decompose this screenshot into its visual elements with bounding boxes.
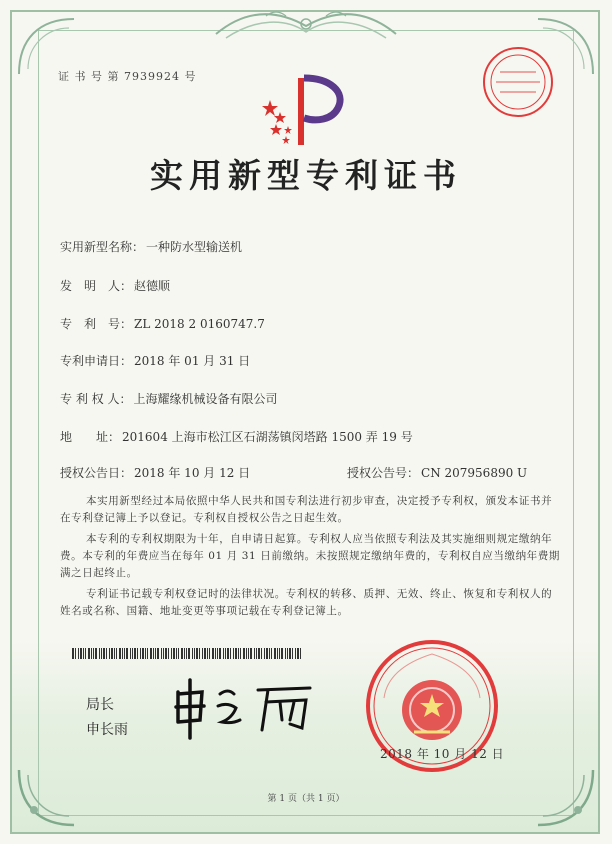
certificate-number-suffix: 号 — [184, 70, 197, 83]
field-label: 专利申请日： — [60, 354, 133, 368]
patent-number — [60, 315, 265, 332]
field-value: 2018 年 01 月 31 日 — [134, 354, 251, 368]
field-label: 授权公告日： — [60, 466, 133, 480]
registration-stamp — [470, 42, 570, 122]
field-value: 上海耀缘机械设备有限公司 — [133, 392, 278, 406]
handwritten-signature — [170, 672, 320, 742]
field-label: 实用新型名称： — [60, 240, 145, 254]
field-value: 赵德顺 — [134, 279, 171, 293]
certificate-number-label: 证 书 号 第 — [58, 70, 120, 83]
inventor — [60, 277, 170, 294]
field-value: ZL 2018 2 0160747.7 — [134, 317, 265, 331]
field-label: 授权公告号： — [347, 466, 420, 480]
grant-date — [60, 464, 250, 481]
field-value: 201604 上海市松江区石湖荡镇闵塔路 1500 弄 19 号 — [122, 430, 413, 444]
certificate-number-value: 7939924 — [124, 70, 180, 83]
top-ornament-icon — [206, 4, 406, 46]
barcode — [72, 648, 304, 659]
director-title: 局长 — [86, 697, 114, 713]
patentee — [60, 390, 277, 407]
filing-date — [60, 352, 250, 369]
field-value: CN 207956890 U — [421, 466, 528, 480]
grant-publication-number — [347, 464, 527, 481]
body-paragraph: 本专利的专利权期限为十年，自申请日起算。专利权人应当依照专利法及其实施细则规定缴纳年费。本专利的年费应当在每年 01 月 31 日前缴纳。未按照规定缴纳年费的，专利权自应当缴纳年费期满之日起终止。 — [60, 533, 560, 579]
field-label: 专 利 权 人： — [60, 392, 132, 406]
director-name: 申长雨 — [86, 722, 128, 738]
page-footer: 第 1 页（共 1 页） — [267, 794, 345, 804]
field-label: 专 利 号： — [60, 317, 133, 331]
address — [60, 428, 413, 445]
field-value: 2018 年 10 月 12 日 — [134, 466, 251, 480]
certificate-number — [58, 68, 197, 84]
body-paragraph: 本实用新型经过本局依照中华人民共和国专利法进行初步审查，决定授予专利权，颁发本证书并在专利登记簿上予以登记。专利权自授权公告之日起生效。 — [60, 495, 553, 524]
body-paragraph: 专利证书记载专利权登记时的法律状况。专利权的转移、质押、无效、终止、恢复和专利权人的姓名或名称、国籍、地址变更等事项记载在专利登记簿上。 — [60, 588, 553, 617]
utility-model-name — [60, 238, 242, 255]
field-label: 发 明 人： — [60, 279, 133, 293]
patent-office-logo-icon — [252, 70, 352, 150]
seal-date: 2018 年 10 月 12 日 — [380, 747, 505, 761]
field-label: 地 址： — [60, 430, 121, 444]
certificate-title: 实用新型专利证书 — [150, 156, 462, 195]
field-value: 一种防水型输送机 — [146, 240, 243, 254]
